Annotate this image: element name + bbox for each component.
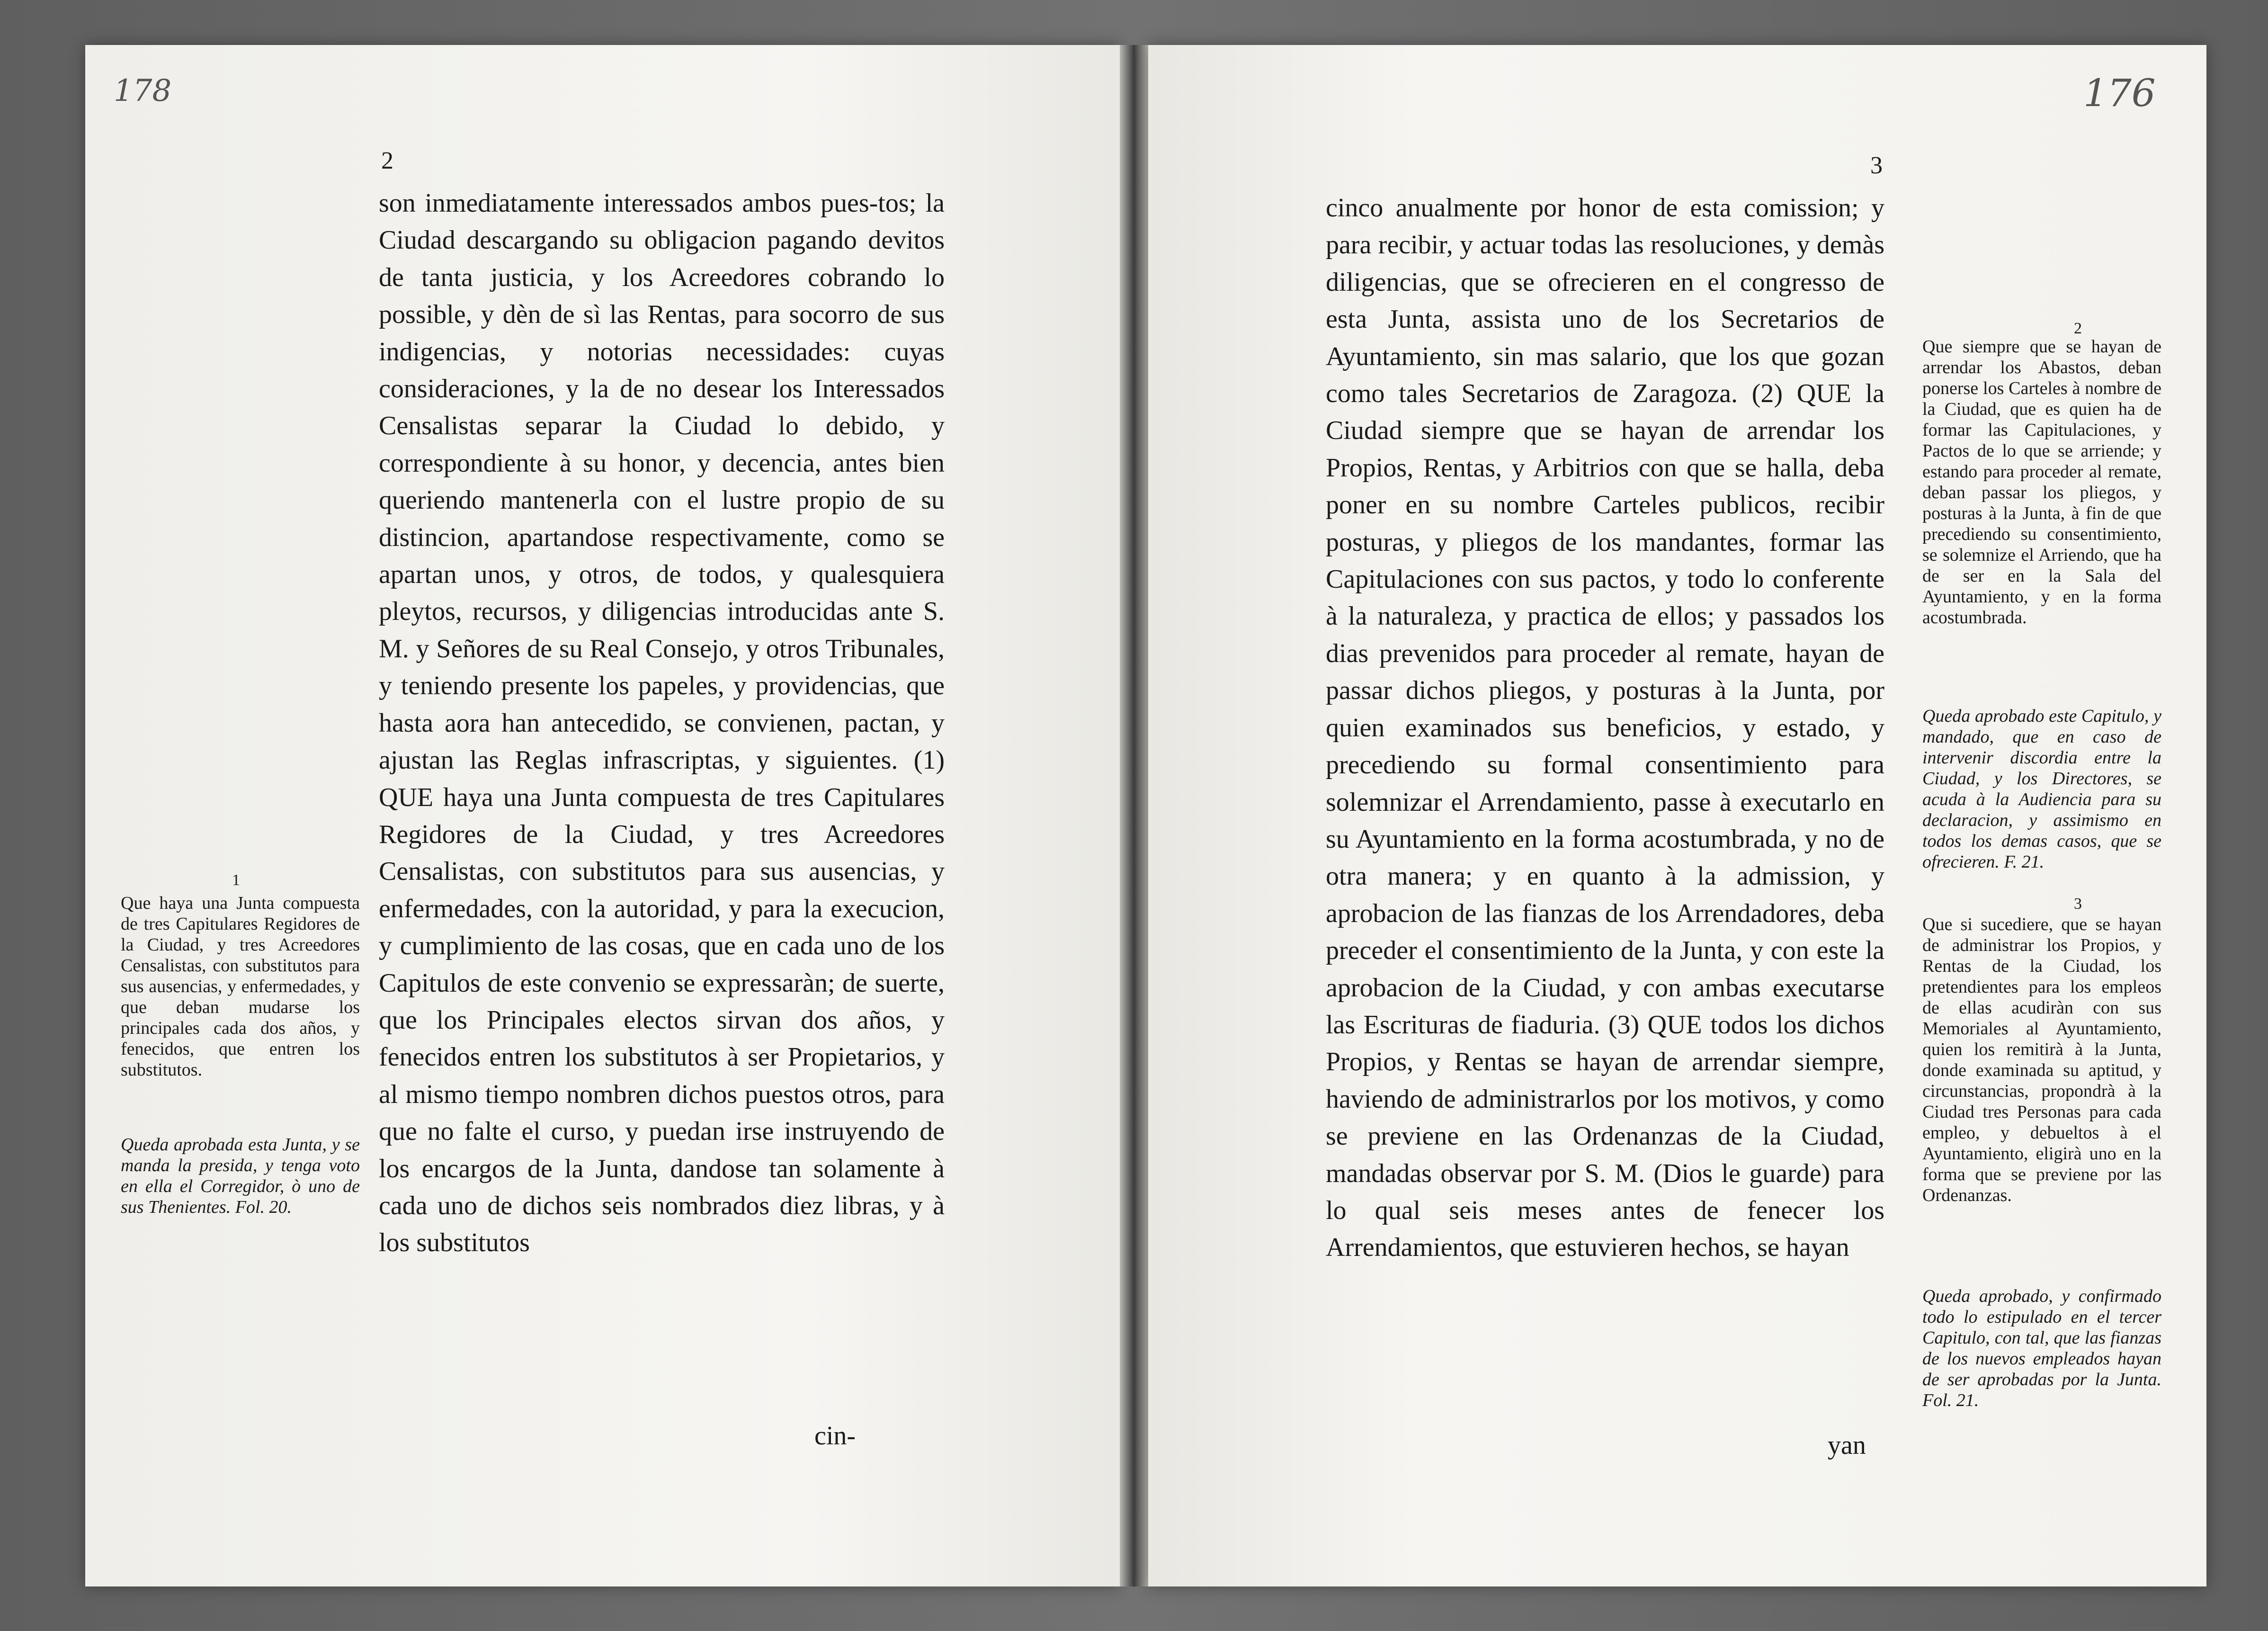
book-gutter	[1120, 45, 1148, 1586]
left-page-number: 2	[381, 147, 393, 174]
left-body-text: son inmediatamente interessados ambos pues-tos; la Ciudad descargando su obligacion pagando devitos de tanta justicia, y los Acreedores cobrando lo possible, y dèn de sì las Rentas, para socorro de sus indigencias, y notorias necessidades: cuyas consideraciones, y la de no desear los Interessados Censalistas separar la Ciudad lo debido, y correspondiente à su honor, y decencia, antes bien queriendo mantenerla con el lustre propio de su distincion, apartandose respectivamente, como se apartan unos, y otros, de todos, y qualesquiera pleytos, recursos, y diligencias introducidas ante S. M. y Señores de su Real Consejo, y otros Tribunales, y teniendo presente los papeles, y providencias, que hasta aora han antecedido, se convienen, pactan, y ajustan las Reglas infrascriptas, y siguientes. (1) QUE haya una Junta compuesta de tres Capitulares Regidores de la Ciudad, y tres Acreedores Censalistas, con substitutos para sus ausencias, y enfermedades, con la autoridad, y para la execucion, y cumplimiento de las cosas, que en cada uno de los Capitulos de este convenio se expressaràn; de suerte, que los Principales electos sirvan dos años, y fenecidos entren los substitutos à ser Propietarios, y al mismo tiempo nombren dichos puestos otros, para que no falte el curso, y puedan irse instruyendo de los encargos de la Junta, dandose tan solamente à cada uno de dichos seis nombrados diez libras, y à los substitutos	[379, 188, 945, 1258]
right-margin-note-2: Que siempre que se hayan de arrendar los Abastos, deban ponerse los Carteles à nombre de la Ciudad, que es quien ha de formar las Capitulaciones, y Pactos de lo que se arriende; y estando para proceder al remate, deban passar los pliegos, y posturas à la Junta, à fin de que precediendo su consentimiento, se solemnize el Arriendo, que ha de ser en la Sala del Ayuntamiento, y en la forma acostumbrada.	[1922, 337, 2161, 627]
right-page-number: 3	[1870, 152, 1883, 179]
left-ink-folio-number: 178	[114, 73, 172, 108]
right-catchword: yan	[1828, 1431, 1866, 1460]
right-margin-number-3: 3	[2074, 895, 2082, 913]
right-body-text: cinco anualmente por honor de esta comission; y para recibir, y actuar todas las resoluciones, y demàs diligencias, que se ofrecieren en el congresso de esta Junta, assista uno de los Secretarios de Ayuntamiento, sin mas salario, que los que gozan como tales Secretarios de Zaragoza. (2) QUE la Ciudad siempre que se hayan de arrendar los Propios, Rentas, y Arbitrios con que se halla, deba poner en su nombre Carteles publicos, recibir posturas, y pliegos de los mandantes, formar las Capitulaciones con sus pactos, y todo lo conferente à la naturaleza, y practica de ellos; y passados los dias prevenidos para proceder al remate, hayan de passar dichos pliegos, y posturas à la Junta, por quien examinados sus beneficios, y estado, y precediendo su formal consentimiento para solemnizar el Arrendamiento, passe à executarlo en su Ayuntamiento en la forma acostumbrada, y no de otra manera; y en quanto à la admission, y aprobacion de las fianzas de los Arrendadores, deba preceder el consentimiento de la Junta, y con este la aprobacion de la Ciudad, y con ambas executarse las Escrituras de fiaduria. (3) QUE todos los dichos Propios, y Rentas se hayan de arrendar siempre, haviendo de administrarlos por los motivos, y como se previene en las Ordenanzas de la Ciudad, mandadas observar por S. M. (Dios le guarde) para lo qual seis meses antes de fenecer los Arrendamientos, que estuvieren hechos, se hayan	[1326, 193, 1884, 1263]
right-margin-number-2: 2	[2074, 320, 2082, 337]
right-margin-resolution-2: Queda aprobado este Capitulo, y mandado, que en caso de intervenir discordia entre la Ciudad, y los Directores, se acuda à la Audiencia para su declaracion, y assimismo en todos los demas casos, que se ofrecieren. F. 21.	[1922, 706, 2161, 872]
left-margin-number: 1	[232, 871, 240, 889]
right-ink-folio-number: 176	[2083, 71, 2156, 115]
left-catchword: cin-	[814, 1421, 856, 1451]
right-margin-resolution-3: Queda aprobado, y confirmado todo lo estipulado en el tercer Capitulo, con tal, que las fianzas de los nuevos empleados hayan de ser aprobadas por la Junta. Fol. 21.	[1922, 1286, 2161, 1410]
right-margin-note-3: Que si sucediere, que se hayan de administrar los Propios, y Rentas de la Ciudad, los pretendientes para los empleos de ellas acudiràn con sus Memoriales al Ayuntamiento, quien los remitirà à la Junta, donde examinada su aptitud, y circunstancias, propondrà à la Ciudad tres Personas para cada empleo, y debueltos à el Ayuntamiento, eligirà uno en la forma que se previene por las Ordenanzas.	[1922, 914, 2161, 1205]
left-margin-note: Que haya una Junta compuesta de tres Capitulares Regidores de la Ciudad, y tres Acreedores Censalistas, con substitutos para sus ausencias, y enfermedades, y que deban mudarse los principales cada dos años, y fenecidos, que entren los substitutos.	[121, 893, 360, 1080]
left-margin-resolution: Queda aprobada esta Junta, y se manda la presida, y tenga voto en ella el Corregidor, ò uno de sus Thenientes. Fol. 20.	[121, 1135, 360, 1217]
